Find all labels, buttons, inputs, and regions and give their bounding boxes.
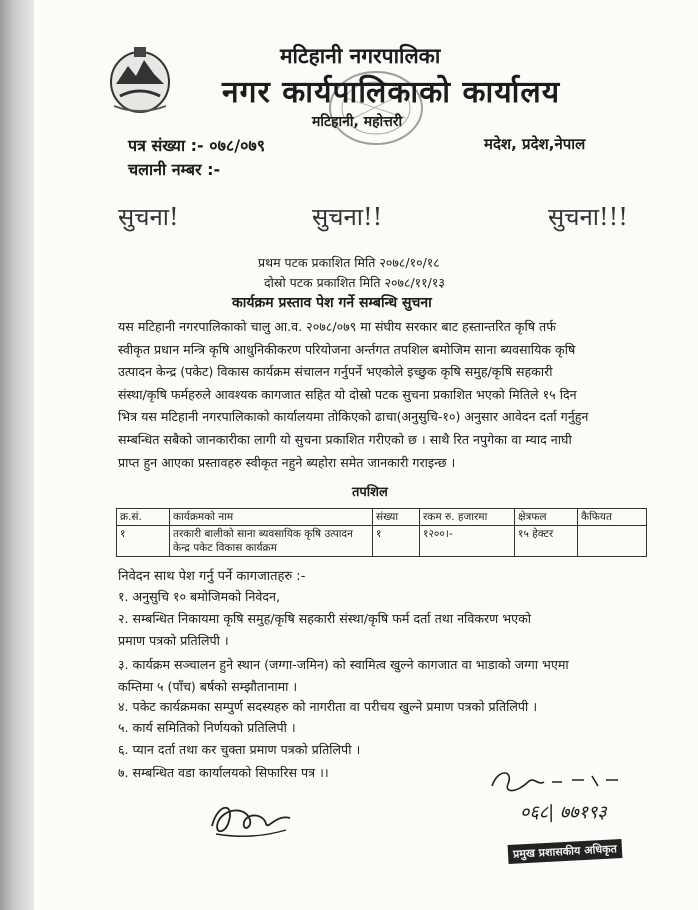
province-location: मदेश, प्रदेश,नेपाल <box>484 135 586 153</box>
table-header-row <box>117 509 647 526</box>
office-location: मटिहानी, महोत्तरी <box>312 114 403 130</box>
body-line: यस मटिहानी नगरपालिकाको चालु आ.व. २०७८/०७९ मा संघीय सरकार बाट हस्तान्तरित कृषि तर्फ <box>118 319 556 334</box>
list-item: ६. प्यान दर्ता तथा कर चुक्ता प्रमाण पत्रको प्रतिलिपी । <box>118 742 361 757</box>
cell-remarks <box>578 526 647 557</box>
cell-program-name <box>170 526 373 557</box>
header-count: संख्या <box>373 509 420 526</box>
notice-heading-1: सुचना! <box>118 203 179 231</box>
signature-right-icon <box>488 764 638 800</box>
handwritten-number: ०६८| ७७१९३ <box>520 802 607 823</box>
municipality-name: मटिहानी नगरपालिका <box>280 44 441 68</box>
body-line: भित्र यस मटिहानी नगरपालिकाको कार्यालयमा तोकिएको ढाचा(अनुसुचि-१०) अनुसार आवेदन दर्ता गर्नुहुन <box>118 409 589 425</box>
notice-subject: कार्यक्रम प्रस्ताव पेश गर्ने सम्बन्धि सुचना <box>232 295 432 311</box>
body-line: उत्पादन केन्द्र (पकेट) विकास कार्यक्रम संचालन गर्नुपर्ने भएकोले इच्छुक कृषि समुह/कृषि सहकारी <box>118 364 553 380</box>
cell-area: १५ हेक्टर <box>515 526 578 557</box>
list-item: २. सम्बन्धित निकायमा कृषि समुह/कृषि सहकारी संस्था/कृषि फर्म दर्ता तथा नविकरण भएको <box>118 611 532 626</box>
list-item: प्रमाण पत्रको प्रतिलिपी । <box>118 633 229 648</box>
first-publication-date: प्रथम पटक प्रकाशित मिति २०७८/१०/१८ <box>258 255 440 270</box>
notice-heading-3: सुचना!!! <box>548 203 628 231</box>
header-remarks: कैफियत <box>578 509 647 526</box>
dispatch-number: चलानी नम्बर :- <box>128 160 221 179</box>
list-item: ४. पकेट कार्यक्रमका सम्पुर्ण सदस्यहरु को नागरीता वा परीचय खुल्ने प्रमाण पत्रको प्रतिलिपी । <box>118 699 538 714</box>
list-item: ७. सम्बन्धित वडा कार्यालयको सिफारिस पत्र ।। <box>118 765 329 780</box>
header-program-name: कार्यक्रमको नाम <box>170 509 373 526</box>
cell-amount: १२००।- <box>420 526 515 557</box>
nepal-emblem-icon <box>108 44 172 114</box>
reference-number: पत्र संख्या :- ०७८/०७९ <box>128 136 266 155</box>
documents-heading: निवेदन साथ पेश गर्नु पर्ने कागजातहरु :- <box>118 569 306 584</box>
office-title: नगर कार्यपालिकाको कार्यालय <box>222 75 561 110</box>
header-sn: क्र.सं. <box>117 509 170 526</box>
list-item: ३. कार्यक्रम सञ्चालन हुने स्थान (जग्गा-जमिन) को स्वामित्व खुल्ने कागजात वा भाडाको जग्गा भएमा <box>118 657 569 672</box>
signature-left-icon <box>206 794 296 842</box>
notice-heading-2: सुचना!! <box>312 203 383 231</box>
body-line: प्राप्त हुन आएका प्रस्तावहरु स्वीकृत नहुने ब्यहोरा समेत जानकारी गराइन्छ । <box>118 454 456 470</box>
chief-officer-stamp: प्रमुख प्रशासकीय अधिकृत <box>508 839 623 864</box>
annex-table <box>116 508 647 557</box>
program-name-line-1: तरकारी बालीको साना ब्यवसायिक कृषि उत्पादन <box>173 528 353 540</box>
table-row <box>117 526 647 557</box>
list-item: ५. कार्य समितिको निर्णयको प्रतिलिपी । <box>118 720 296 735</box>
body-line: संस्था/कृषि फर्महरुले आवश्यक कागजात सहित यो दोस्रो पटक सुचना प्रकाशित भएको मितिले १५ दिन <box>118 386 577 402</box>
second-publication-date: दोस्रो पटक प्रकाशित मिति २०७८/११/१३ <box>264 275 445 290</box>
body-line: सम्बन्धित सबैको जानकारीका लागी यो सुचना प्रकाशित गरीएको छ । साथै रित नपुगेका वा म्याद नाघी <box>118 431 572 447</box>
header-amount: रकम रु. हजारमा <box>420 509 515 526</box>
body-line: स्वीकृत प्रधान मन्त्रि कृषि आधुनिकीकरण परियोजना अर्न्तगत तपशिल बमोजिम साना ब्यवसायिक कृषि <box>118 341 576 357</box>
header-area: क्षेत्रफल <box>515 509 578 526</box>
list-item: कम्तिमा ५ (पाँच) बर्षको सम्झौतानामा । <box>118 679 298 694</box>
program-name-line-2: केन्द्र पकेट विकास कार्यक्रम <box>173 542 277 554</box>
annex-title: तपशिल <box>352 485 388 500</box>
cell-sn: १ <box>117 526 170 557</box>
list-item: १. अनुसुचि १० बमोजिमको निवेदन, <box>118 589 281 604</box>
cell-count: १ <box>373 526 420 557</box>
notice-body <box>118 316 686 474</box>
binding-edge <box>0 0 34 910</box>
